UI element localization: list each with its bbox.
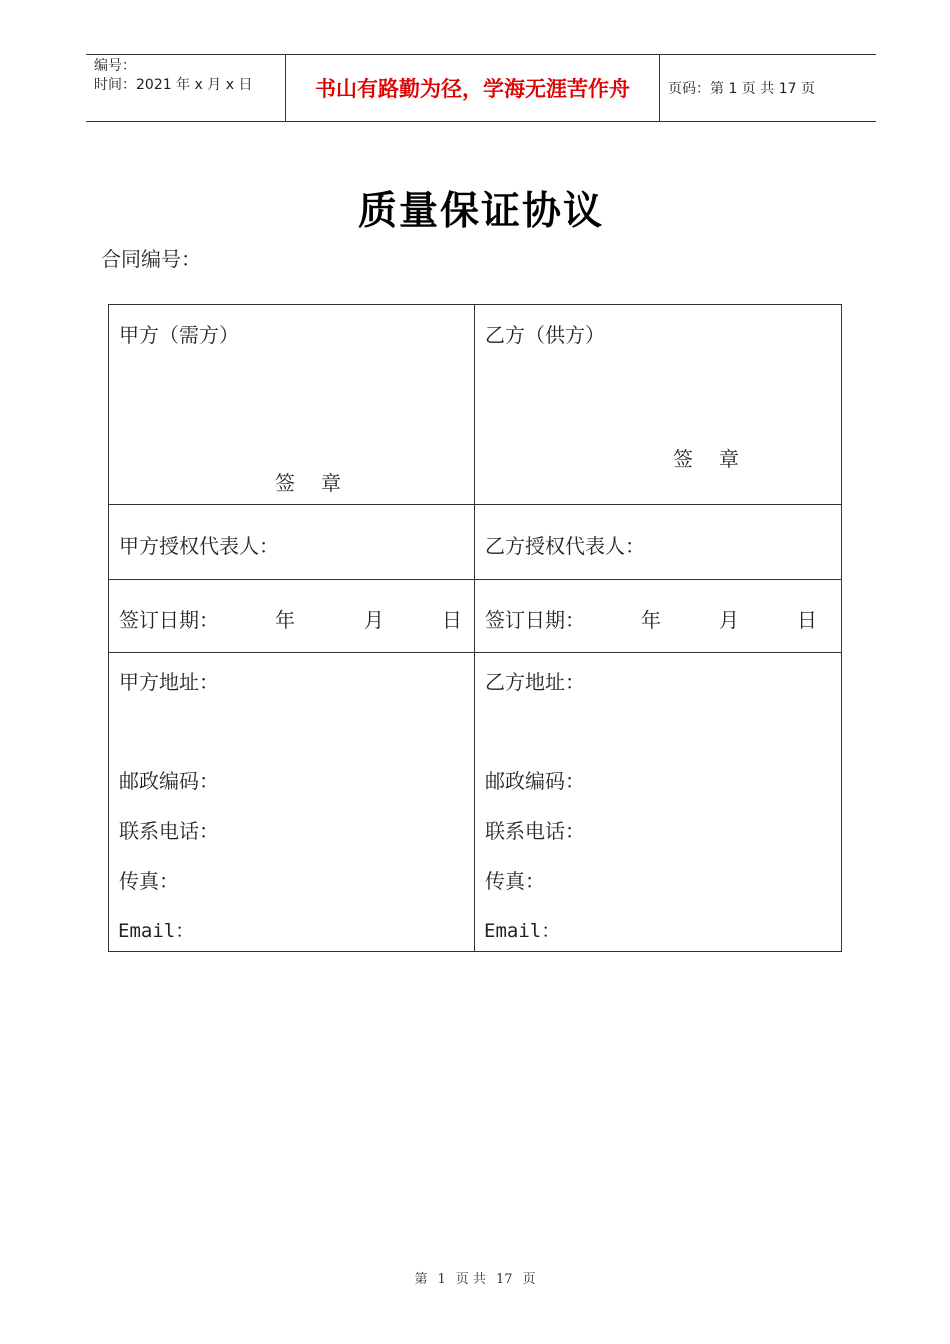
number-label: 编号： [94,58,136,74]
row-parties [109,305,841,505]
party-a-email-label[interactable]: Email： [118,920,195,942]
party-b-day-label: 日 [797,608,817,632]
header-page-info: 页码：第 1 页 共 17 页 [668,81,815,97]
cell-party-a [109,305,475,504]
party-a-seal-area[interactable] [275,467,341,496]
footer-page-total: 17 [495,1272,513,1287]
party-a-fax-label[interactable]: 传真： [119,869,179,893]
cell-party-b [475,305,841,504]
cell-party-a-contact [109,653,475,951]
time-label: 时间：2021 年 x 月 x 日 [94,77,253,93]
party-b-fax-label[interactable]: 传真： [485,869,545,893]
row-representatives [109,505,841,580]
row-sign-dates [109,580,841,653]
party-b-postcode-label[interactable]: 邮政编码： [485,769,585,793]
party-b-seal-char-2: 章 [719,447,739,471]
document-title: 质量保证协议 [357,188,604,234]
party-b-seal-char-1: 签 [673,447,693,471]
party-b-representative-label: 乙方授权代表人： [485,534,645,558]
party-b-sign-date-label: 签订日期： [485,608,585,632]
party-b-phone-label[interactable]: 联系电话： [485,819,585,843]
cell-party-a-rep[interactable] [109,505,475,579]
party-b-seal-area[interactable] [673,443,739,472]
party-a-seal-char-2: 章 [321,471,341,495]
cell-party-a-date[interactable] [109,580,475,652]
footer-page-suffix: 页 [522,1272,536,1287]
party-a-day-label: 日 [442,608,462,632]
party-a-title: 甲方（需方） [119,323,239,347]
party-a-year-label: 年 [275,608,295,632]
cell-party-b-contact [475,653,841,951]
party-b-month-label: 月 [719,608,739,632]
footer-page-prefix: 第 [414,1272,428,1287]
party-a-month-label: 月 [364,608,384,632]
contract-number-label: 合同编号： [101,247,201,271]
footer-page-mid: 页 共 [455,1272,486,1287]
cell-party-b-rep[interactable] [475,505,841,579]
footer-page-current: 1 [437,1272,446,1287]
party-a-seal-char-1: 签 [275,471,295,495]
row-contact-details [109,653,841,951]
cell-party-b-date[interactable] [475,580,841,652]
page-header [86,54,876,122]
party-b-title: 乙方（供方） [485,323,605,347]
party-b-address-label[interactable]: 乙方地址： [485,670,585,694]
page-footer [0,1268,950,1287]
party-a-phone-label[interactable]: 联系电话： [119,819,219,843]
party-b-year-label: 年 [641,608,661,632]
agreement-form-table [108,304,842,952]
party-a-representative-label: 甲方授权代表人： [119,534,279,558]
header-meta [86,55,286,121]
party-a-sign-date-label: 签订日期： [119,608,219,632]
header-motto: 书山有路勤为径，学海无涯苦作舟 [286,55,660,121]
party-a-address-label[interactable]: 甲方地址： [119,670,219,694]
party-b-email-label[interactable]: Email： [484,920,561,942]
party-a-postcode-label[interactable]: 邮政编码： [119,769,219,793]
